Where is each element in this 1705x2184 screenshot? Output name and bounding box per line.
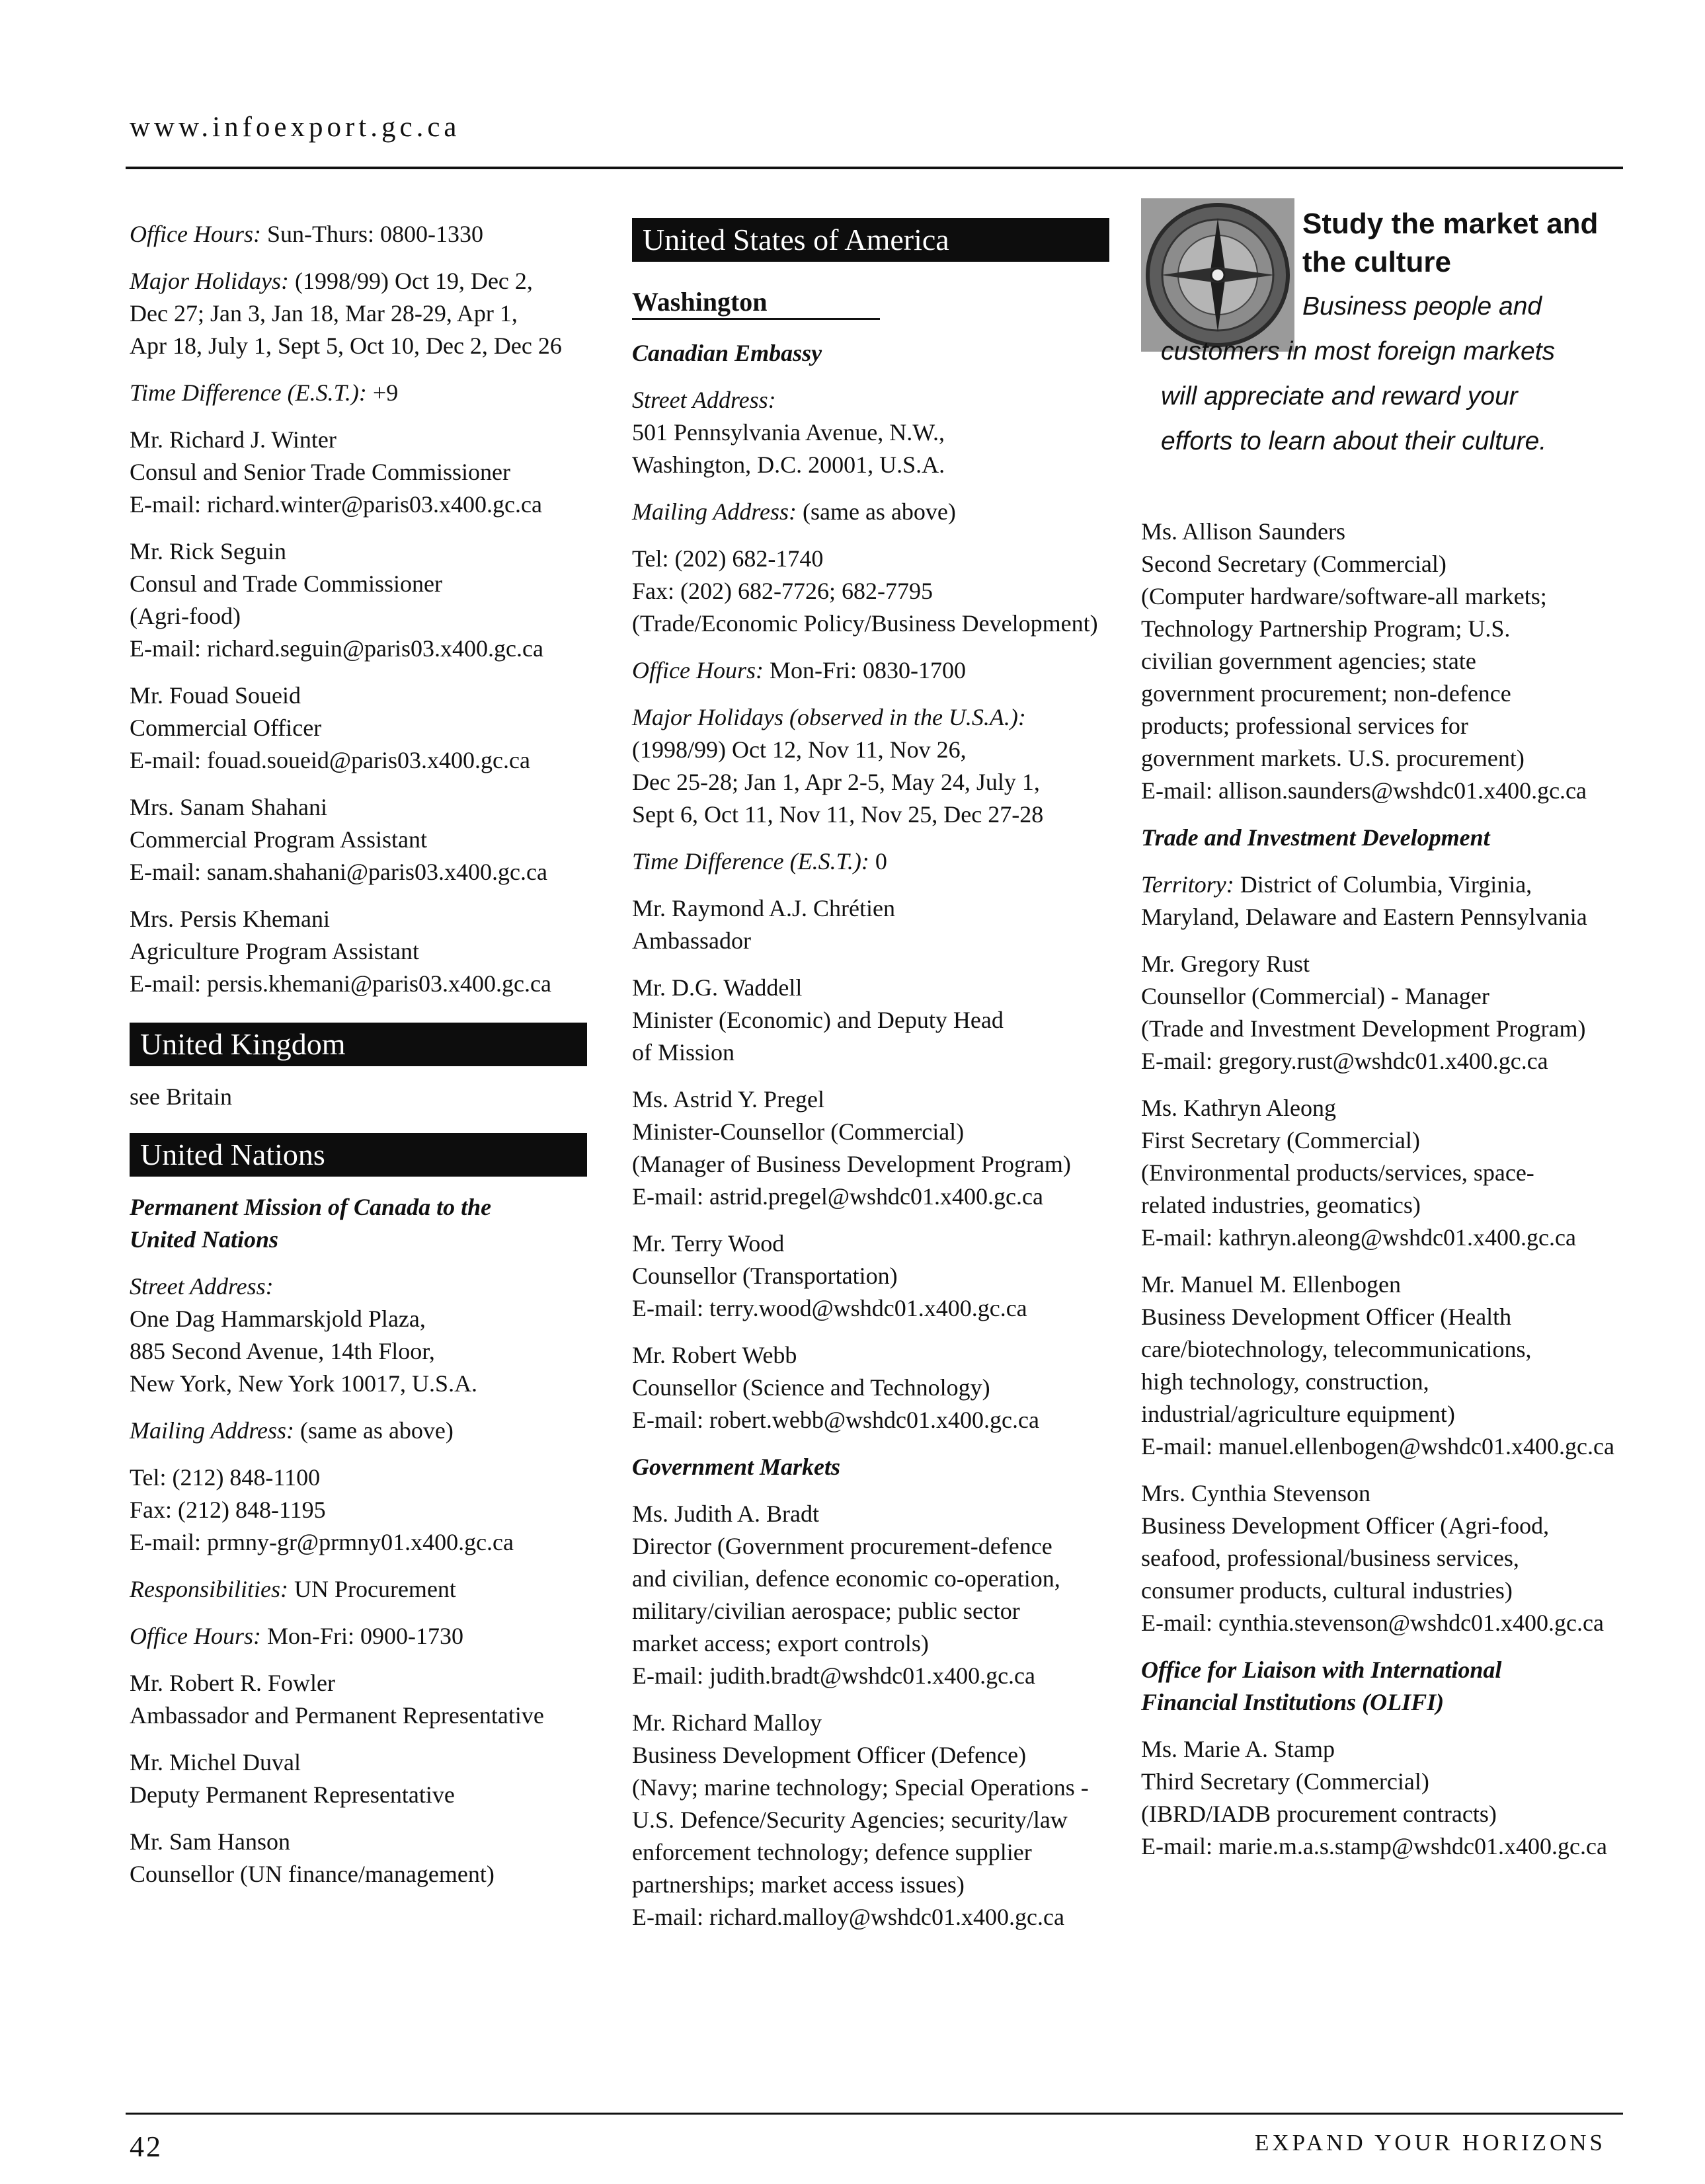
street-address: Street Address: 501 Pennsylvania Avenue, N.W., Washington, D.C. 20001, U.S.A. xyxy=(632,387,945,478)
contact-detail: Counsellor (Transportation) xyxy=(632,1263,898,1289)
contact-name: Mr. Robert R. Fowler xyxy=(130,1670,335,1696)
footer-rule xyxy=(126,2113,1623,2115)
contact-name: Mr. Rick Seguin xyxy=(130,538,287,565)
contact-detail: Counsellor (Commercial) - Manager xyxy=(1141,983,1489,1009)
contact-list xyxy=(1141,516,1650,807)
column-3 xyxy=(1141,208,1650,1877)
contact-entry xyxy=(632,1707,1148,1933)
un-street-address: Street Address: One Dag Hammarskjold Plaza, 885 Second Avenue, 14th Floor, New York, New York 10017, U.S.A. xyxy=(130,1273,478,1397)
city-heading: Washington xyxy=(632,286,880,320)
contact-detail: (Agri-food) xyxy=(130,603,241,629)
contact-entry xyxy=(1141,1092,1650,1254)
un-office-hours: Office Hours: Mon-Fri: 0900-1730 xyxy=(130,1623,463,1649)
contact-detail: Minister-Counsellor (Commercial) xyxy=(632,1118,965,1145)
contact-detail: (Computer hardware/software-all markets; xyxy=(1141,583,1547,609)
contact-entry xyxy=(1141,1477,1650,1639)
contact-detail: Business Development Officer (Agri-food, xyxy=(1141,1512,1550,1539)
page-url[interactable]: www.infoexport.gc.ca xyxy=(130,112,461,143)
olifi-heading: Office for Liaison with International Financial Institutions (OLIFI) xyxy=(1141,1657,1502,1715)
contact-name: Mr. Michel Duval xyxy=(130,1749,301,1775)
contact-entry xyxy=(632,972,1148,1069)
header-rule xyxy=(126,167,1623,169)
un-email[interactable]: E-mail: prmny-gr@prmny01.x400.gc.ca xyxy=(130,1529,514,1555)
contact-detail: of Mission xyxy=(632,1039,735,1066)
contact-entry xyxy=(632,1083,1148,1213)
contact-entry xyxy=(1141,1733,1650,1863)
contact-detail: partnerships; market access issues) xyxy=(632,1871,965,1898)
contact-detail: consumer products, cultural industries) xyxy=(1141,1577,1513,1604)
contact-email[interactable]: E-mail: terry.wood@wshdc01.x400.gc.ca xyxy=(632,1295,1027,1321)
contact-name: Mrs. Persis Khemani xyxy=(130,906,330,932)
un-contact-list xyxy=(130,1667,625,1891)
contact-email[interactable]: E-mail: robert.webb@wshdc01.x400.gc.ca xyxy=(632,1407,1039,1433)
contact-detail: Consul and Trade Commissioner xyxy=(130,570,443,597)
contact-detail: Agriculture Program Assistant xyxy=(130,938,419,964)
see-britain-note: see Britain xyxy=(130,1083,232,1110)
sidebar-title: Study the market and the culture xyxy=(1302,208,1599,278)
contact-entry xyxy=(632,1498,1148,1692)
contact-email[interactable]: E-mail: cynthia.stevenson@wshdc01.x400.gc.ca xyxy=(1141,1610,1604,1636)
time-difference: Time Difference (E.S.T.): 0 xyxy=(632,848,887,875)
contact-detail: care/biotechnology, telecommunications, xyxy=(1141,1336,1532,1362)
contact-detail: Business Development Officer (Health xyxy=(1141,1304,1512,1330)
contact-name: Mr. Raymond A.J. Chrétien xyxy=(632,895,895,921)
contact-entry xyxy=(130,424,625,521)
contact-entry xyxy=(130,791,625,888)
contact-entry xyxy=(1141,516,1650,807)
territory: Territory: District of Columbia, Virginia, Maryland, Delaware and Eastern Pennsylvania xyxy=(1141,871,1587,930)
contact-detail: enforcement technology; defence supplier xyxy=(632,1839,1032,1865)
contact-email[interactable]: E-mail: marie.m.a.s.stamp@wshdc01.x400.gc.ca xyxy=(1141,1833,1607,1859)
sidebar-body: Business people and customers in most foreign markets will appreciate and reward your efforts to learn about their culture. xyxy=(1161,292,1556,455)
section-banner-united-kingdom: United Kingdom xyxy=(130,1023,587,1066)
contact-email[interactable]: E-mail: richard.seguin@paris03.x400.gc.ca xyxy=(130,635,543,662)
contact-detail: Business Development Officer (Defence) xyxy=(632,1742,1027,1768)
contact-email[interactable]: E-mail: allison.saunders@wshdc01.x400.gc.ca xyxy=(1141,777,1587,804)
contact-name: Mr. Terry Wood xyxy=(632,1230,785,1257)
column-1 xyxy=(130,218,625,1905)
contact-name: Mr. Richard J. Winter xyxy=(130,426,337,453)
contact-name: Mrs. Sanam Shahani xyxy=(130,794,327,820)
contact-email[interactable]: E-mail: manuel.ellenbogen@wshdc01.x400.gc.ca xyxy=(1141,1433,1614,1460)
contact-detail: Counsellor (Science and Technology) xyxy=(632,1374,990,1401)
contact-entry xyxy=(130,680,625,777)
contact-detail: Third Secretary (Commercial) xyxy=(1141,1768,1429,1795)
contact-name: Mr. Fouad Soueid xyxy=(130,682,301,709)
contact-detail: market access; export controls) xyxy=(632,1630,929,1657)
contact-email[interactable]: E-mail: fouad.soueid@paris03.x400.gc.ca xyxy=(130,747,530,773)
culture-sidebar xyxy=(1141,198,1650,483)
contact-detail: Minister (Economic) and Deputy Head xyxy=(632,1007,1004,1033)
contact-name: Ms. Astrid Y. Pregel xyxy=(632,1086,825,1112)
contact-name: Mrs. Cynthia Stevenson xyxy=(1141,1480,1370,1506)
contact-name: Ms. Judith A. Bradt xyxy=(632,1501,820,1527)
contact-name: Ms. Allison Saunders xyxy=(1141,518,1346,545)
contact-entry xyxy=(632,892,1148,957)
contact-entry xyxy=(1141,1268,1650,1463)
contact-detail: First Secretary (Commercial) xyxy=(1141,1127,1420,1153)
contact-name: Mr. D.G. Waddell xyxy=(632,974,803,1001)
major-holidays: Major Holidays: (1998/99) Oct 19, Dec 2, Dec 27; Jan 3, Jan 18, Mar 28-29, Apr 1, Apr 18, July 1, Sept 5, Oct 10, Dec 2, Dec 26 xyxy=(130,268,562,359)
contact-name: Mr. Manuel M. Ellenbogen xyxy=(1141,1271,1401,1298)
contact-detail: Commercial Program Assistant xyxy=(130,826,427,853)
contact-detail: Second Secretary (Commercial) xyxy=(1141,551,1447,577)
contact-detail: seafood, professional/business services, xyxy=(1141,1545,1519,1571)
contact-entry xyxy=(632,1228,1148,1325)
un-mission-heading: Permanent Mission of Canada to the United Nations xyxy=(130,1194,492,1253)
office-hours: Office Hours: Sun-Thurs: 0800-1330 xyxy=(130,221,483,247)
contact-detail: Counsellor (UN finance/management) xyxy=(130,1861,495,1887)
contact-entry xyxy=(1141,948,1650,1077)
section-banner-united-nations: United Nations xyxy=(130,1133,587,1177)
time-difference: Time Difference (E.S.T.): +9 xyxy=(130,379,399,406)
trade-investment-heading: Trade and Investment Development xyxy=(1141,824,1490,851)
telephone: Tel: (202) 682-1740 Fax: (202) 682-7726; 682-7795 (Trade/Economic Policy/Business Development) xyxy=(632,545,1098,637)
un-telephone: Tel: (212) 848-1100 Fax: (212) 848-1195 E-mail: prmny-gr@prmny01.x400.gc.ca xyxy=(130,1462,625,1559)
contact-detail: Director (Government procurement-defence xyxy=(632,1533,1052,1559)
government-markets-heading: Government Markets xyxy=(632,1454,840,1480)
contact-email[interactable]: E-mail: richard.malloy@wshdc01.x400.gc.ca xyxy=(632,1904,1064,1930)
contact-entry xyxy=(130,1667,625,1732)
contact-email[interactable]: E-mail: astrid.pregel@wshdc01.x400.gc.ca xyxy=(632,1183,1043,1210)
contact-detail: Ambassador and Permanent Representative xyxy=(130,1702,544,1729)
un-mailing-address: Mailing Address: (same as above) xyxy=(130,1417,454,1444)
contact-detail: Consul and Senior Trade Commissioner xyxy=(130,459,511,485)
contact-detail: Ambassador xyxy=(632,927,751,954)
major-holidays: Major Holidays (observed in the U.S.A.): (1998/99) Oct 12, Nov 11, Nov 26, Dec 25-28; Jan 1, Apr 2-5, May 24, July 1, Sept 6, Oct 11, Nov 11, Nov 25, Dec 27-28 xyxy=(632,704,1044,828)
contact-name: Mr. Robert Webb xyxy=(632,1342,797,1368)
contact-entry xyxy=(130,1746,625,1811)
mailing-address: Mailing Address: (same as above) xyxy=(632,498,956,525)
contact-entry xyxy=(130,1826,625,1891)
contact-detail: high technology, construction, xyxy=(1141,1368,1429,1395)
contact-detail: (IBRD/IADB procurement contracts) xyxy=(1141,1801,1497,1827)
contact-list xyxy=(632,892,1148,1436)
gov-contact-list xyxy=(632,1498,1148,1933)
office-heading: Canadian Embassy xyxy=(632,340,822,366)
contact-name: Mr. Gregory Rust xyxy=(1141,951,1310,977)
contact-email[interactable]: E-mail: judith.bradt@wshdc01.x400.gc.ca xyxy=(632,1662,1036,1689)
contact-name: Ms. Kathryn Aleong xyxy=(1141,1095,1336,1121)
contact-detail: (Trade and Investment Development Program) xyxy=(1141,1015,1586,1042)
contact-name: Mr. Richard Malloy xyxy=(632,1709,822,1736)
section-banner-usa: United States of America xyxy=(632,218,1109,262)
footer-tagline: EXPAND YOUR HORIZONS xyxy=(1254,2130,1606,2156)
office-hours: Office Hours: Mon-Fri: 0830-1700 xyxy=(632,657,966,683)
contact-email[interactable]: E-mail: gregory.rust@wshdc01.x400.gc.ca xyxy=(1141,1048,1548,1074)
contact-email[interactable]: E-mail: richard.winter@paris03.x400.gc.ca xyxy=(130,491,542,518)
un-responsibilities: Responsibilities: UN Procurement xyxy=(130,1576,456,1602)
page-number: 42 xyxy=(130,2130,163,2163)
column-2 xyxy=(632,218,1148,1948)
contact-detail: Deputy Permanent Representative xyxy=(130,1781,455,1808)
contact-detail: Technology Partnership Program; U.S. xyxy=(1141,615,1511,642)
olifi-contact-list xyxy=(1141,1733,1650,1863)
contact-name: Mr. Sam Hanson xyxy=(130,1828,290,1855)
contact-detail: Commercial Officer xyxy=(130,715,322,741)
contact-detail: civilian government agencies; state xyxy=(1141,648,1476,674)
contact-detail: products; professional services for xyxy=(1141,713,1468,739)
contact-email[interactable]: E-mail: kathryn.aleong@wshdc01.x400.gc.ca xyxy=(1141,1224,1576,1251)
contact-list xyxy=(130,424,625,1000)
contact-name: Ms. Marie A. Stamp xyxy=(1141,1736,1335,1762)
contact-email[interactable]: E-mail: sanam.shahani@paris03.x400.gc.ca xyxy=(130,859,547,885)
contact-detail: government markets. U.S. procurement) xyxy=(1141,745,1525,771)
contact-detail: (Environmental products/services, space- xyxy=(1141,1159,1534,1186)
contact-entry xyxy=(632,1339,1148,1436)
contact-detail: military/civilian aerospace; public sector xyxy=(632,1598,1020,1624)
contact-detail: industrial/agriculture equipment) xyxy=(1141,1401,1455,1427)
contact-detail: and civilian, defence economic co-operation, xyxy=(632,1565,1060,1592)
trade-contact-list xyxy=(1141,948,1650,1639)
contact-detail: (Navy; marine technology; Special Operations - xyxy=(632,1774,1089,1801)
contact-detail: related industries, geomatics) xyxy=(1141,1192,1421,1218)
contact-detail: government procurement; non-defence xyxy=(1141,680,1511,707)
contact-entry xyxy=(130,535,625,665)
contact-detail: (Manager of Business Development Program) xyxy=(632,1151,1071,1177)
contact-detail: U.S. Defence/Security Agencies; security/law xyxy=(632,1807,1068,1833)
contact-email[interactable]: E-mail: persis.khemani@paris03.x400.gc.ca xyxy=(130,970,551,997)
contact-entry xyxy=(130,903,625,1000)
